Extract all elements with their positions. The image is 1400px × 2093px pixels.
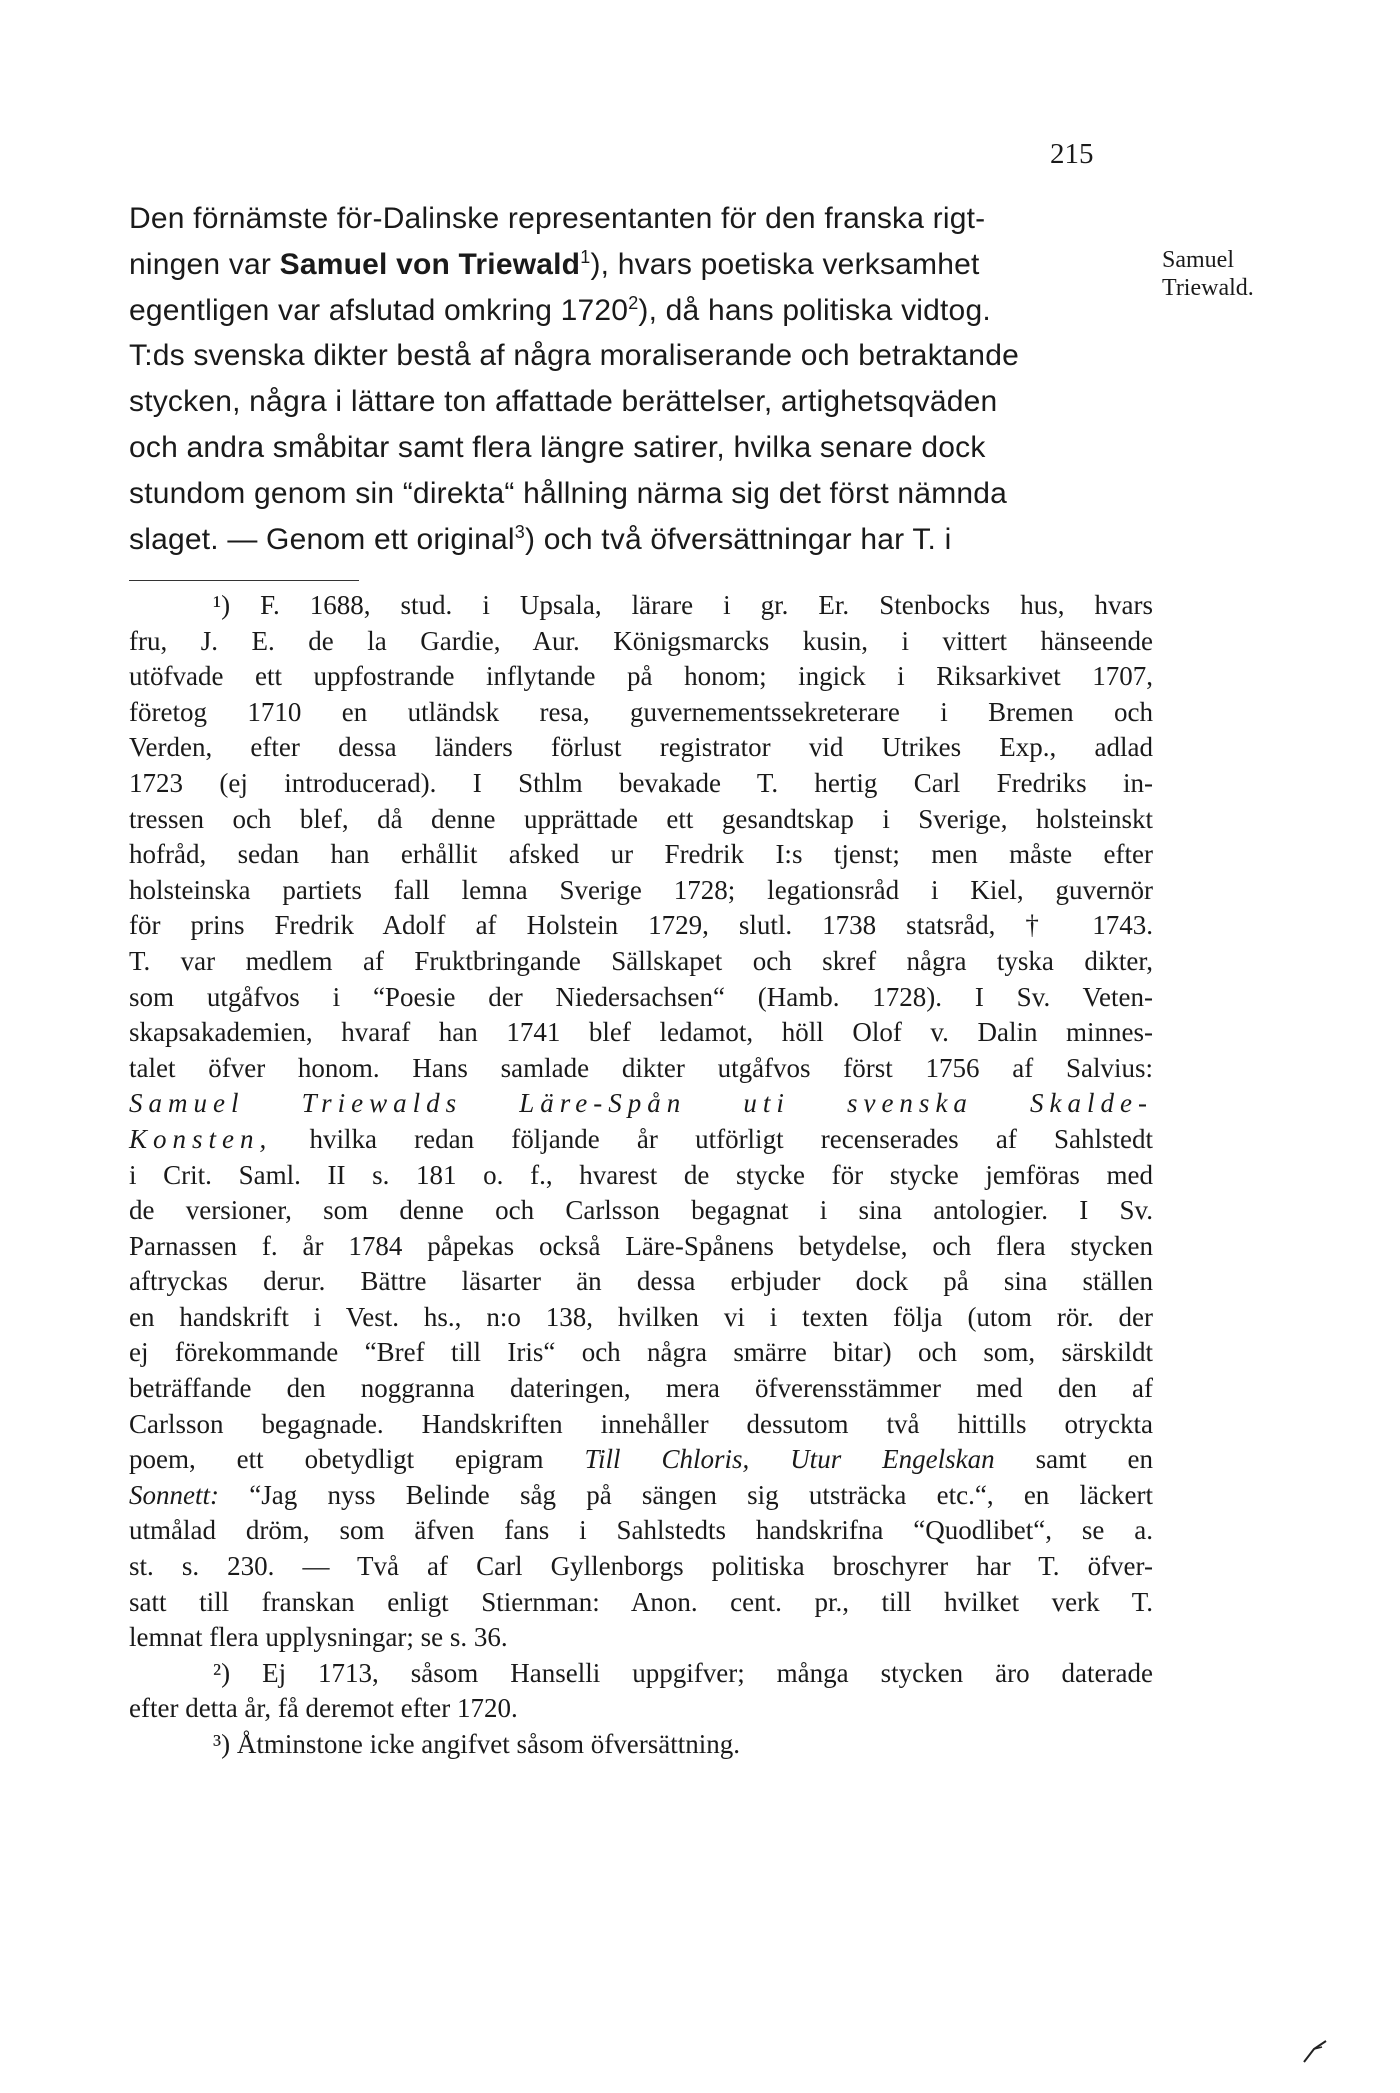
footnote-1-line: de versioner, som denne och Carlsson begagnat i sina antologier. I Sv. bbox=[129, 1195, 1153, 1226]
margin-note-line-2: Triewald. bbox=[1162, 275, 1254, 301]
main-line: T:ds svenska dikter bestå af några moraliserande och betraktande bbox=[129, 339, 1019, 373]
footnote-1-line: T. var medlem af Fruktbringande Sällskapet och skref några tyska dikter, bbox=[129, 945, 1153, 976]
footnote-1-line: Konsten, hvilka redan följande år utförligt recenserades af Sahlstedt bbox=[129, 1123, 1153, 1154]
footnote-1-line: företog 1710 en utländsk resa, guvernementssekreterare i Bremen och bbox=[129, 696, 1153, 727]
footnote-1-line: en handskrift i Vest. hs., n:o 138, hvilken vi i texten följa (utom rör. der bbox=[129, 1301, 1153, 1332]
footnote-1-line: lemnat flera upplysningar; se s. 36. bbox=[129, 1622, 508, 1653]
footnote-1-line: st. s. 230. — Två af Carl Gyllenborgs politiska broschyrer har T. öfver- bbox=[129, 1551, 1153, 1582]
footnote-1-line: för prins Fredrik Adolf af Holstein 1729, slutl. 1738 statsråd, † 1743. bbox=[129, 910, 1153, 941]
footnote-1-line: fru, J. E. de la Gardie, Aur. Königsmarcks kusin, i vittert hänseende bbox=[129, 625, 1153, 656]
main-paragraph bbox=[129, 196, 1149, 562]
author-name: Samuel von Triewald bbox=[279, 247, 581, 281]
footnote-1-line: beträffande den noggranna dateringen, mera öfverensstämmer med den af bbox=[129, 1373, 1153, 1404]
footnote-1-line: ¹) F. 1688, stud. i Upsala, lärare i gr. Er. Stenbocks hus, hvars bbox=[213, 590, 1153, 620]
footnote-1-line: tressen och blef, då denne upprättade ett gesandtskap i Sverige, holsteinskt bbox=[129, 803, 1153, 834]
footnote-1-line: poem, ett obetydligt epigram Till Chloris, Utur Engelskan samt en bbox=[129, 1444, 1153, 1475]
italic-title: Sonnett: bbox=[129, 1479, 219, 1510]
footnote-2-line: efter detta år, få deremot efter 1720. bbox=[129, 1693, 518, 1724]
footnote-1-line: aftryckas derur. Bättre läsarter än dessa erbjuder dock på sina ställen bbox=[129, 1266, 1153, 1297]
margin-note bbox=[1162, 246, 1254, 302]
footnote-1-line: Carlsson begagnade. Handskriften innehåller dessutom två hittills otryckta bbox=[129, 1408, 1153, 1439]
footnote-1-line: som utgåfvos i “Poesie der Niedersachsen“ (Hamb. 1728). I Sv. Veten- bbox=[129, 981, 1153, 1012]
main-line: stundom genom sin “direkta“ hållning närma sig det först nämnda bbox=[129, 476, 1008, 510]
main-line: egentligen var afslutad omkring 1720$^2$), då hans politiska vidtog. bbox=[129, 292, 991, 327]
main-line: Den förnämste för-Dalinske representanten för den franska rigt- bbox=[129, 202, 986, 235]
main-line: slaget. — Genom ett original$^3$) och två öfversättningar har T. i bbox=[129, 521, 952, 556]
footnote-1-line: Parnassen f. år 1784 påpekas också Läre-Spånens betydelse, och flera stycken bbox=[129, 1230, 1153, 1261]
footnote-1-line: talet öfver honom. Hans samlade dikter utgåfvos först 1756 af Salvius: bbox=[129, 1052, 1153, 1083]
italic-title: Utur Engelskan bbox=[790, 1444, 995, 1475]
pencil-mark-icon bbox=[1300, 2035, 1330, 2065]
main-line: ningen var Samuel von Triewald$^1$), hvars poetiska verksamhet bbox=[129, 246, 980, 281]
footnote-ref-3: 3 bbox=[514, 521, 526, 542]
footnote-1-line: 1723 (ej introducerad). I Sthlm bevakade T. hertig Carl Fredriks in- bbox=[129, 767, 1153, 798]
footnotes bbox=[129, 588, 1153, 1763]
footnote-1-line: utmålad dröm, som äfven fans i Sahlstedts handskrifna “Quodlibet“, se a. bbox=[129, 1515, 1153, 1546]
footnote-ref-1: 1 bbox=[580, 246, 591, 267]
margin-note-line-1: Samuel bbox=[1162, 247, 1234, 273]
footnote-1-line: Verden, efter dessa länders förlust registrator vid Utrikes Exp., adlad bbox=[129, 732, 1153, 763]
main-line: och andra småbitar samt flera längre satirer, hvilka senare dock bbox=[129, 430, 986, 464]
footnote-2-line: ²) Ej 1713, såsom Hanselli uppgifver; många stycken äro daterade bbox=[213, 1657, 1153, 1688]
footnote-1-line: Sonnett: “Jag nyss Belinde såg på sängen sig utsträcka etc.“, en läckert bbox=[129, 1479, 1153, 1510]
footnote-1-line: utöfvade ett uppfostrande inflytande på honom; ingick i Riksarkivet 1707, bbox=[129, 661, 1153, 692]
footnote-3-line: ³) Åtminstone icke angifvet såsom öfversättning. bbox=[213, 1729, 740, 1759]
footnote-ref-2: 2 bbox=[628, 292, 639, 313]
spaced-title: Samuel Triewalds Läre-Spån uti svenska Skalde- bbox=[129, 1088, 1153, 1119]
footnote-1-line: ej förekommande “Bref till Iris“ och några smärre bitar) och som, särskildt bbox=[129, 1337, 1153, 1368]
page-number: 215 bbox=[1050, 138, 1094, 170]
main-line: stycken, några i lättare ton affattade berättelser, artighetsqväden bbox=[129, 385, 998, 419]
footnote-1-line: hofråd, sedan han erhållit afsked ur Fredrik I:s tjenst; men måste efter bbox=[129, 839, 1153, 870]
footnote-1-line: holsteinska partiets fall lemna Sverige 1728; legationsråd i Kiel, guvernör bbox=[129, 874, 1153, 905]
footnote-1-line: satt till franskan enligt Stiernman: Anon. cent. pr., till hvilket verk T. bbox=[129, 1586, 1153, 1617]
footnote-1-line bbox=[129, 1086, 1153, 1122]
footnote-divider bbox=[129, 580, 359, 581]
spaced-title-end: Konsten, bbox=[129, 1123, 273, 1154]
footnote-1-line: i Crit. Saml. II s. 181 o. f., hvarest de stycke för stycke jemföras med bbox=[129, 1159, 1153, 1190]
italic-title: Till Chloris, bbox=[584, 1444, 750, 1475]
footnote-1-line: skapsakademien, hvaraf han 1741 blef ledamot, höll Olof v. Dalin minnes- bbox=[129, 1017, 1153, 1048]
